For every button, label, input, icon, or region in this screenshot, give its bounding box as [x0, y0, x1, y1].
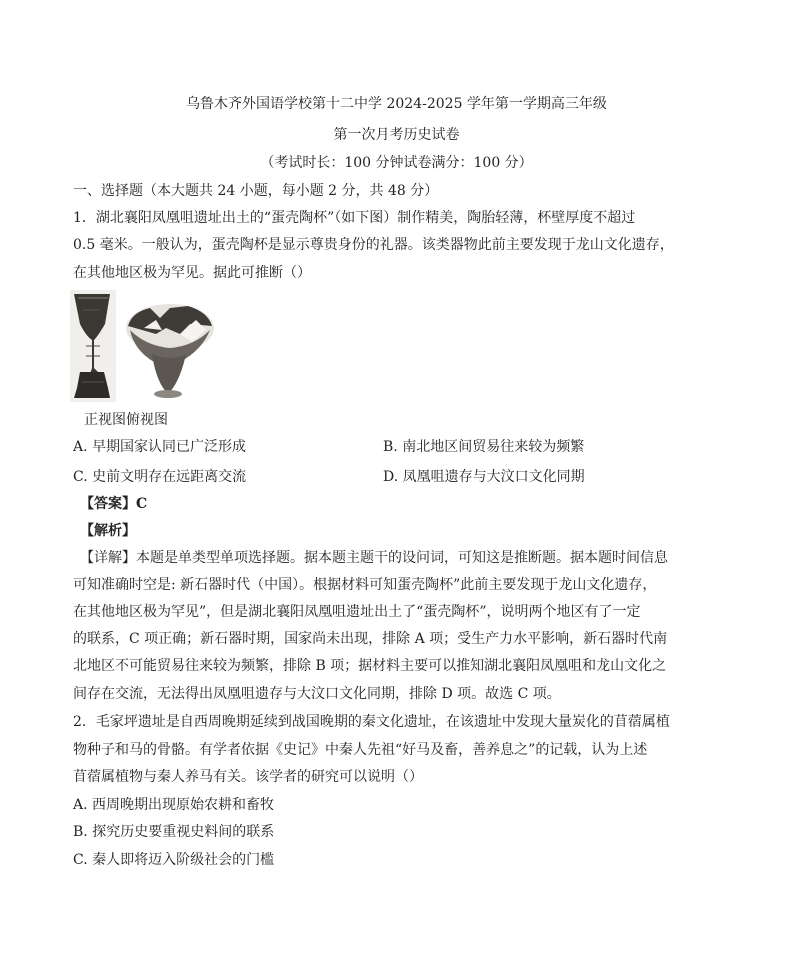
exam-title-line2: 第一次月考历史试卷 — [333, 127, 460, 143]
q1-stem-line-1: 1．湖北襄阳凤凰咀遗址出土的“蛋壳陶杯”（如下图）制作精美，陶胎轻薄，杯壁厚度不超过 — [73, 210, 636, 226]
q2-stem-line-2: 物种子和马的骨骼。有学者依据《史记》中秦人先祖“好马及畜，善养息之”的记载，认为上述 — [73, 742, 648, 758]
q1-option-c: C. 史前文明存在远距离交流 — [73, 469, 247, 485]
image-caption: 正视图俯视图 — [84, 412, 168, 428]
q1-stem-line-2: 0.5 毫米。一般认为，蛋壳陶杯是显示尊贵身份的礼器。该类器物此前主要发现于龙山文化遗存， — [73, 237, 674, 253]
q1-detail-line-3: 在其他地区极为罕见”，但是湖北襄阳凤凰咀遗址出土了“蛋壳陶杯”，说明两个地区有了一定 — [73, 604, 641, 620]
q1-detail-line-4: 的联系，C 项正确；新石器时期，国家尚未出现，排除 A 项；受生产力水平影响，新石器时代南 — [73, 631, 668, 647]
q2-stem-line-3: 苜蓿属植物与秦人养马有关。该学者的研究可以说明（） — [73, 769, 423, 785]
q1-detail-line-2: 可知准确时空是: 新石器时代（中国）。根据材料可知蛋壳陶杯”此前主要发现于龙山文化遗存， — [73, 577, 657, 593]
q1-stem-line-3: 在其他地区极为罕见。据此可推断（） — [73, 265, 311, 281]
q1-option-b: B. 南北地区间贸易往来较为频繁 — [383, 439, 585, 455]
q1-detail-line-5: 北地区不可能贸易往来较为频繁，排除 B 项；据材料主要可以推知湖北襄阳凤凰咀和龙山文化之 — [73, 658, 667, 674]
q2-option-b: B. 探究历史要重视史料间的联系 — [73, 824, 275, 840]
q2-option-c: C. 秦人即将迈入阶级社会的门槛 — [73, 852, 275, 868]
q1-answer: 【答案】C — [80, 496, 148, 512]
eggshell-cup-image — [70, 290, 220, 402]
section-heading: 一、选择题（本大题共 24 小题，每小题 2 分，共 48 分） — [73, 183, 439, 199]
q1-analysis-label: 【解析】 — [80, 523, 136, 539]
q1-detail-line-6: 间存在交流，无法得出凤凰咀遗存与大汶口文化同期，排除 D 项。故选 C 项。 — [73, 686, 561, 702]
q2-option-a: A. 西周晚期出现原始农耕和畜牧 — [73, 797, 275, 813]
front-view-cup — [70, 290, 116, 402]
q1-option-a: A. 早期国家认同已广泛形成 — [73, 439, 247, 455]
exam-title-line1: 乌鲁木齐外国语学校第十二中学 2024-2025 学年第一学期高三年级 — [186, 96, 607, 112]
top-view-cup — [126, 304, 214, 398]
q2-stem-line-1: 2．毛家坪遗址是自西周晚期延续到战国晚期的秦文化遗址，在该遗址中发现大量炭化的苜蓿属植 — [73, 714, 670, 730]
q1-option-d: D. 凤凰咀遗存与大汶口文化同期 — [383, 469, 585, 485]
exam-info: （考试时长：100 分钟试卷满分：100 分） — [260, 155, 533, 171]
q1-detail-line-1: 【详解】本题是单类型单项选择题。据本题主题干的设问词，可知这是推断题。据本题时间信息 — [80, 550, 668, 566]
